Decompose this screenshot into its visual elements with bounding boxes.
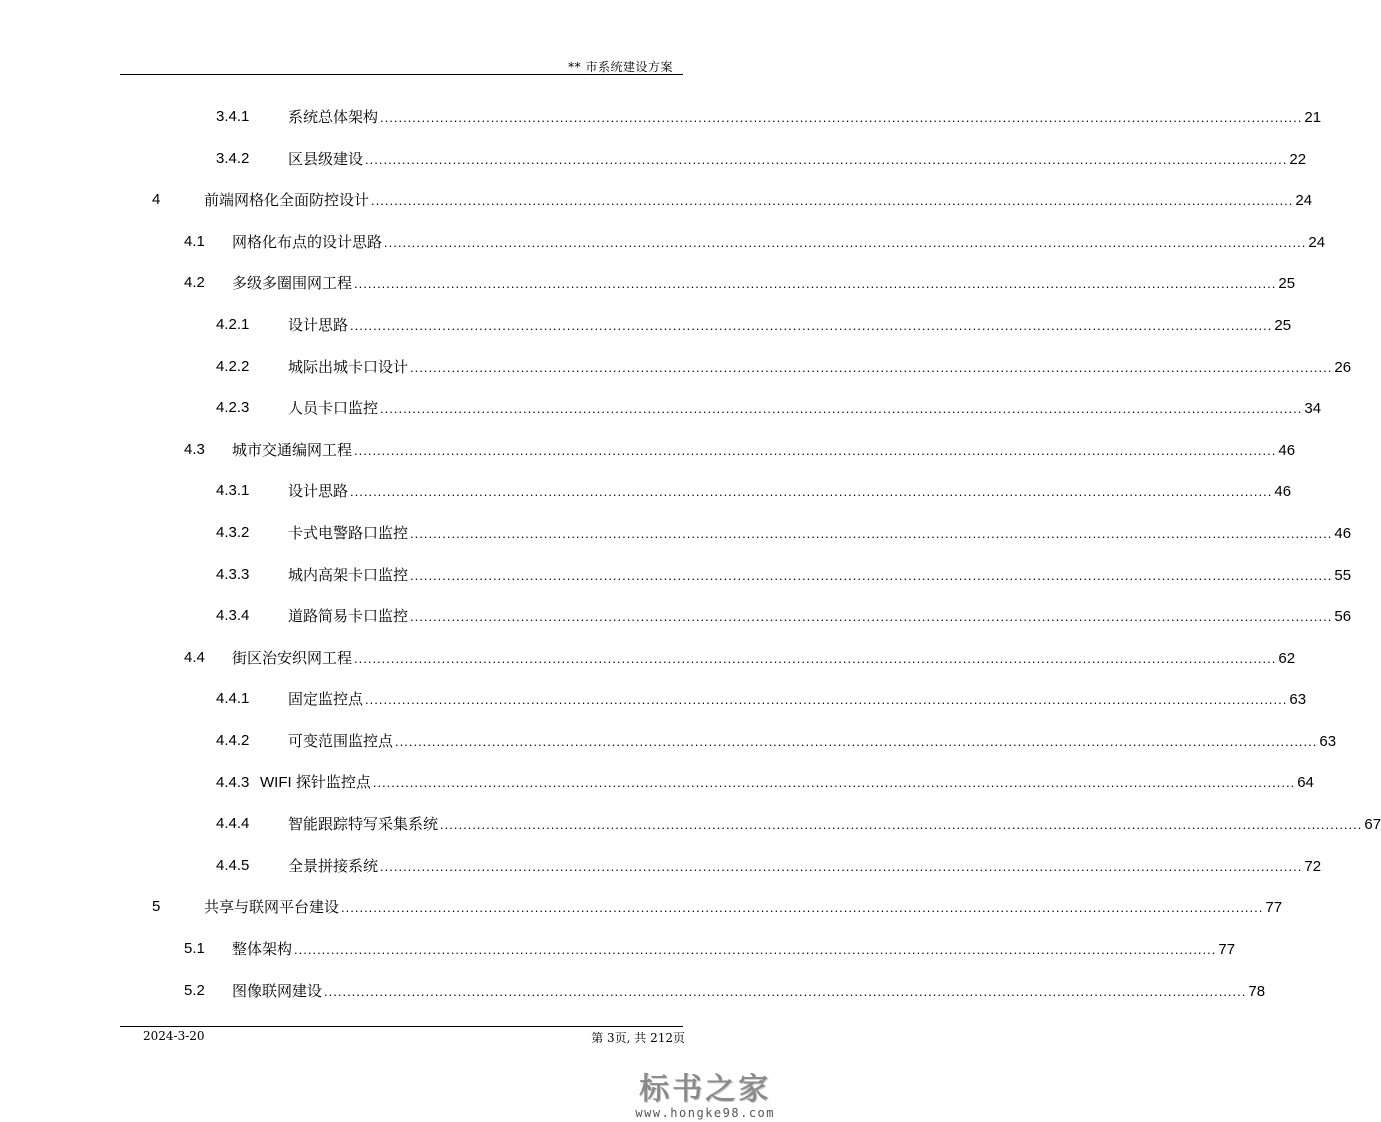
toc-entry[interactable]	[0, 895, 1283, 919]
toc-entry-title: 设计思路	[288, 313, 350, 337]
toc-leader-dots: ........................................................................................................................................................................................................	[354, 443, 1277, 458]
toc-leader-dots: ........................................................................................................................................................................................................	[440, 817, 1363, 832]
toc-entry[interactable]	[0, 937, 1236, 961]
toc-entry[interactable]	[0, 188, 1313, 212]
toc-entry-number: 4.3.1	[216, 482, 250, 499]
toc-entry-page: 26	[1334, 359, 1352, 376]
toc-entry-number: 4.4.4	[216, 815, 250, 832]
toc-entry-number: 3.4.2	[216, 150, 250, 167]
footer-page-info: 第 3页, 共 212页	[591, 1031, 685, 1045]
toc-entry-number: 4.3.2	[216, 524, 250, 541]
toc-entry-page: 22	[1289, 151, 1307, 168]
toc-leader-dots: ........................................................................................................................................................................................................	[410, 526, 1333, 541]
toc-entry[interactable]	[0, 271, 1296, 295]
footer-rule	[120, 1026, 683, 1027]
toc-entry-title: 人员卡口监控	[288, 396, 380, 420]
toc-leader-dots: ........................................................................................................................................................................................................	[380, 859, 1303, 874]
toc-entry-number: 4.2	[184, 274, 205, 291]
toc-entry-page: 55	[1334, 567, 1352, 584]
toc-entry-number: 4.4.1	[216, 690, 250, 707]
toc-entry-title: 固定监控点	[288, 687, 365, 711]
toc-leader-dots: ........................................................................................................................................................................................................	[365, 692, 1288, 707]
toc-entry-number: 4.4.3	[216, 774, 250, 791]
toc-leader-dots: ........................................................................................................................................................................................................	[384, 235, 1307, 250]
toc-entry-number: 4.2.3	[216, 399, 250, 416]
toc-entry-title: 卡式电警路口监控	[288, 521, 410, 545]
toc-leader-dots: ........................................................................................................................................................................................................	[410, 568, 1333, 583]
toc-leader-dots: ........................................................................................................................................................................................................	[354, 276, 1277, 291]
toc-leader-dots: ........................................................................................................................................................................................................	[380, 110, 1303, 125]
toc-entry-page: 24	[1308, 234, 1326, 251]
toc-entry-page: 72	[1304, 858, 1322, 875]
footer-date: 2024-3-20	[143, 1029, 205, 1043]
toc-entry-title: 城市交通编网工程	[232, 438, 354, 462]
toc-leader-dots: ........................................................................................................................................................................................................	[410, 360, 1333, 375]
toc-entry-page: 63	[1289, 691, 1307, 708]
toc-leader-dots: ........................................................................................................................................................................................................	[380, 401, 1303, 416]
toc-entry-title: 系统总体架构	[288, 105, 380, 129]
toc-entry-title: 街区治安织网工程	[232, 646, 354, 670]
toc-entry[interactable]	[0, 979, 1266, 1003]
toc-entry-page: 21	[1304, 109, 1322, 126]
toc-entry-title: 共享与联网平台建设	[204, 895, 341, 919]
toc-leader-dots: ........................................................................................................................................................................................................	[324, 984, 1247, 999]
toc-leader-dots: ........................................................................................................................................................................................................	[350, 484, 1273, 499]
toc-entry[interactable]	[0, 105, 1322, 129]
toc-entry[interactable]	[0, 771, 1314, 795]
toc-leader-dots: ........................................................................................................................................................................................................	[395, 734, 1318, 749]
toc-entry[interactable]	[0, 729, 1337, 753]
toc-leader-dots: ........................................................................................................................................................................................................	[371, 193, 1294, 208]
toc-entry-number: 4.4.2	[216, 732, 250, 749]
toc-entry-page: 64	[1297, 774, 1314, 791]
toc-entry-page: 67	[1364, 816, 1381, 833]
toc-entry-page: 46	[1334, 525, 1352, 542]
toc-entry-page: 77	[1218, 941, 1236, 958]
watermark-logo: 标书之家	[639, 1072, 772, 1107]
toc-entry-number: 5.1	[184, 940, 205, 957]
toc-entry-page: 56	[1334, 608, 1352, 625]
toc-entry[interactable]	[0, 812, 1381, 836]
toc-entry[interactable]	[0, 854, 1322, 878]
toc-leader-dots: ........................................................................................................................................................................................................	[350, 318, 1273, 333]
toc-leader-dots: ........................................................................................................................................................................................................	[410, 609, 1333, 624]
toc-entry-number: 5.2	[184, 982, 205, 999]
toc-entry-number: 4.3	[184, 441, 205, 458]
toc-entry-title: 网格化布点的设计思路	[232, 230, 384, 254]
toc-entry-number: 3.4.1	[216, 108, 250, 125]
toc-entry-title: 城际出城卡口设计	[288, 355, 410, 379]
toc-entry-page: 78	[1248, 983, 1266, 1000]
toc-entry[interactable]	[0, 355, 1352, 379]
toc-entry-title: 智能跟踪特写采集系统	[288, 812, 440, 836]
toc-entry-number: 4.1	[184, 233, 205, 250]
toc-entry-title: 区县级建设	[288, 147, 365, 171]
toc-leader-dots: ........................................................................................................................................................................................................	[365, 152, 1288, 167]
toc-entry-title: 整体架构	[232, 937, 294, 961]
toc-entry-title: 前端网格化全面防控设计	[204, 188, 371, 212]
toc-entry-number: 5	[152, 898, 161, 915]
toc-entry-number: 4.3.3	[216, 566, 250, 583]
toc-entry-page: 63	[1319, 733, 1337, 750]
header-title: ** 市系统建设方案	[568, 60, 673, 74]
toc-entry-page: 62	[1278, 650, 1296, 667]
toc-entry-number: 4.2.1	[216, 316, 250, 333]
toc-leader-dots: ........................................................................................................................................................................................................	[354, 651, 1277, 666]
toc-entry-page: 24	[1295, 192, 1313, 209]
toc-entry[interactable]	[0, 313, 1292, 337]
toc-entry[interactable]	[0, 521, 1352, 545]
toc-leader-dots: ........................................................................................................................................................................................................	[372, 775, 1296, 790]
toc-leader-dots: ........................................................................................................................................................................................................	[341, 900, 1264, 915]
toc-entry-title: 可变范围监控点	[288, 729, 395, 753]
toc-entry-number: 4	[152, 191, 161, 208]
toc-entry-title: WIFI 探针监控点	[260, 771, 373, 795]
toc-entry-title: 图像联网建设	[232, 979, 324, 1003]
toc-entry-title: 道路简易卡口监控	[288, 604, 410, 628]
toc-entry[interactable]	[0, 646, 1296, 670]
toc-entry-number: 4.3.4	[216, 607, 250, 624]
watermark	[635, 1064, 775, 1120]
toc-entry-page: 46	[1278, 442, 1296, 459]
toc-entry[interactable]	[0, 147, 1307, 171]
toc-entry-page: 77	[1265, 899, 1283, 916]
toc-entry[interactable]	[0, 230, 1326, 254]
header-rule	[120, 74, 683, 75]
toc-entry-title: 设计思路	[288, 479, 350, 503]
toc-entry[interactable]	[0, 396, 1322, 420]
toc-entry[interactable]	[0, 563, 1352, 587]
toc-entry-number: 4.4.5	[216, 857, 250, 874]
toc-entry-page: 46	[1274, 483, 1292, 500]
toc-entry-title: 多级多圈围网工程	[232, 271, 354, 295]
toc-entry-page: 34	[1304, 400, 1322, 417]
toc-entry-number: 4.4	[184, 649, 205, 666]
toc-entry[interactable]	[0, 687, 1307, 711]
toc-entry[interactable]	[0, 479, 1292, 503]
toc-entry-title: 全景拼接系统	[288, 854, 380, 878]
toc-entry-page: 25	[1278, 275, 1296, 292]
toc-entry-page: 25	[1274, 317, 1292, 334]
watermark-url: www.hongke98.com	[635, 1106, 775, 1120]
toc-entry[interactable]	[0, 438, 1296, 462]
toc-entry-number: 4.2.2	[216, 358, 250, 375]
toc-entry[interactable]	[0, 604, 1352, 628]
toc-entry-title: 城内高架卡口监控	[288, 563, 410, 587]
toc-leader-dots: ........................................................................................................................................................................................................	[294, 942, 1217, 957]
